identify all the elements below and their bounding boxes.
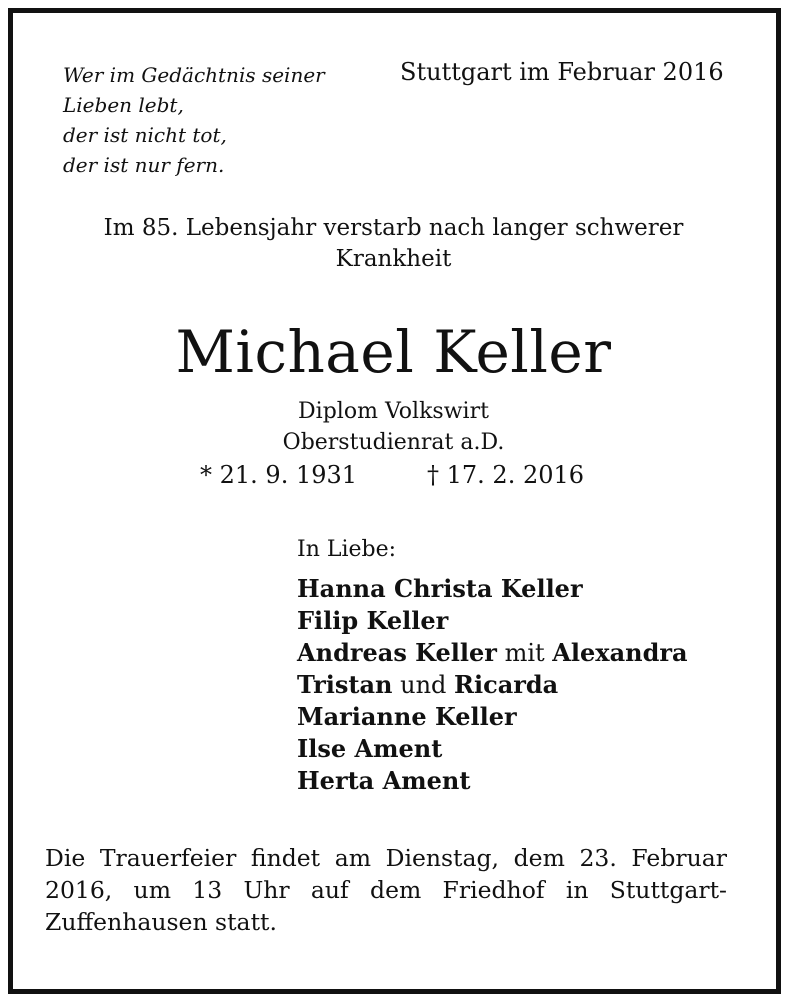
funeral-line: 2016, um 13 Uhr auf dem Friedhof in Stuttgart- <box>45 876 727 904</box>
mourner-row <box>297 733 688 765</box>
mourner-name: Andreas Keller <box>297 638 497 667</box>
place-and-date: Stuttgart im Februar 2016 <box>400 58 724 86</box>
quote-line: der ist nicht tot, <box>63 123 227 147</box>
death-date: † 17. 2. 2016 <box>427 461 585 489</box>
mourner-name: Filip Keller <box>297 606 449 635</box>
quote-line: Wer im Gedächtnis seiner <box>63 63 325 87</box>
mourner-connector: mit <box>504 639 553 667</box>
mourners-list <box>297 573 688 797</box>
mourner-row <box>297 637 688 669</box>
mourner-partner: Ricarda <box>454 670 559 699</box>
mourner-row <box>297 669 688 701</box>
quote-line: Lieben lebt, <box>63 93 184 117</box>
intro-line: Krankheit <box>335 246 452 272</box>
mourner-name: Tristan <box>297 670 393 699</box>
mourner-partner: Alexandra <box>552 638 688 667</box>
mourner-connector: und <box>400 671 455 699</box>
funeral-line: Die Trauerfeier findet am Dienstag, dem 23. Februar <box>45 844 727 872</box>
mourner-row <box>297 573 688 605</box>
birth-date: * 21. 9. 1931 <box>200 461 358 489</box>
mourner-name: Ilse Ament <box>297 734 443 763</box>
deceased-titles <box>0 396 787 458</box>
mourner-row <box>297 605 688 637</box>
title-line: Oberstudienrat a.D. <box>282 430 505 455</box>
in-love-label: In Liebe: <box>297 537 397 562</box>
death-announcement <box>0 213 787 275</box>
mourner-row <box>297 765 688 797</box>
intro-line: Im 85. Lebensjahr verstarb nach langer schwerer <box>103 215 684 241</box>
mourner-row <box>297 701 688 733</box>
funeral-line: Zuffenhausen statt. <box>45 908 277 936</box>
deceased-name: Michael Keller <box>175 318 612 386</box>
title-line: Diplom Volkswirt <box>298 399 489 424</box>
funeral-notice <box>45 842 727 938</box>
mourner-name: Marianne Keller <box>297 702 517 731</box>
mourner-name: Hanna Christa Keller <box>297 574 583 603</box>
memorial-quote <box>63 60 325 180</box>
mourner-name: Herta Ament <box>297 766 471 795</box>
quote-line: der ist nur fern. <box>63 153 225 177</box>
